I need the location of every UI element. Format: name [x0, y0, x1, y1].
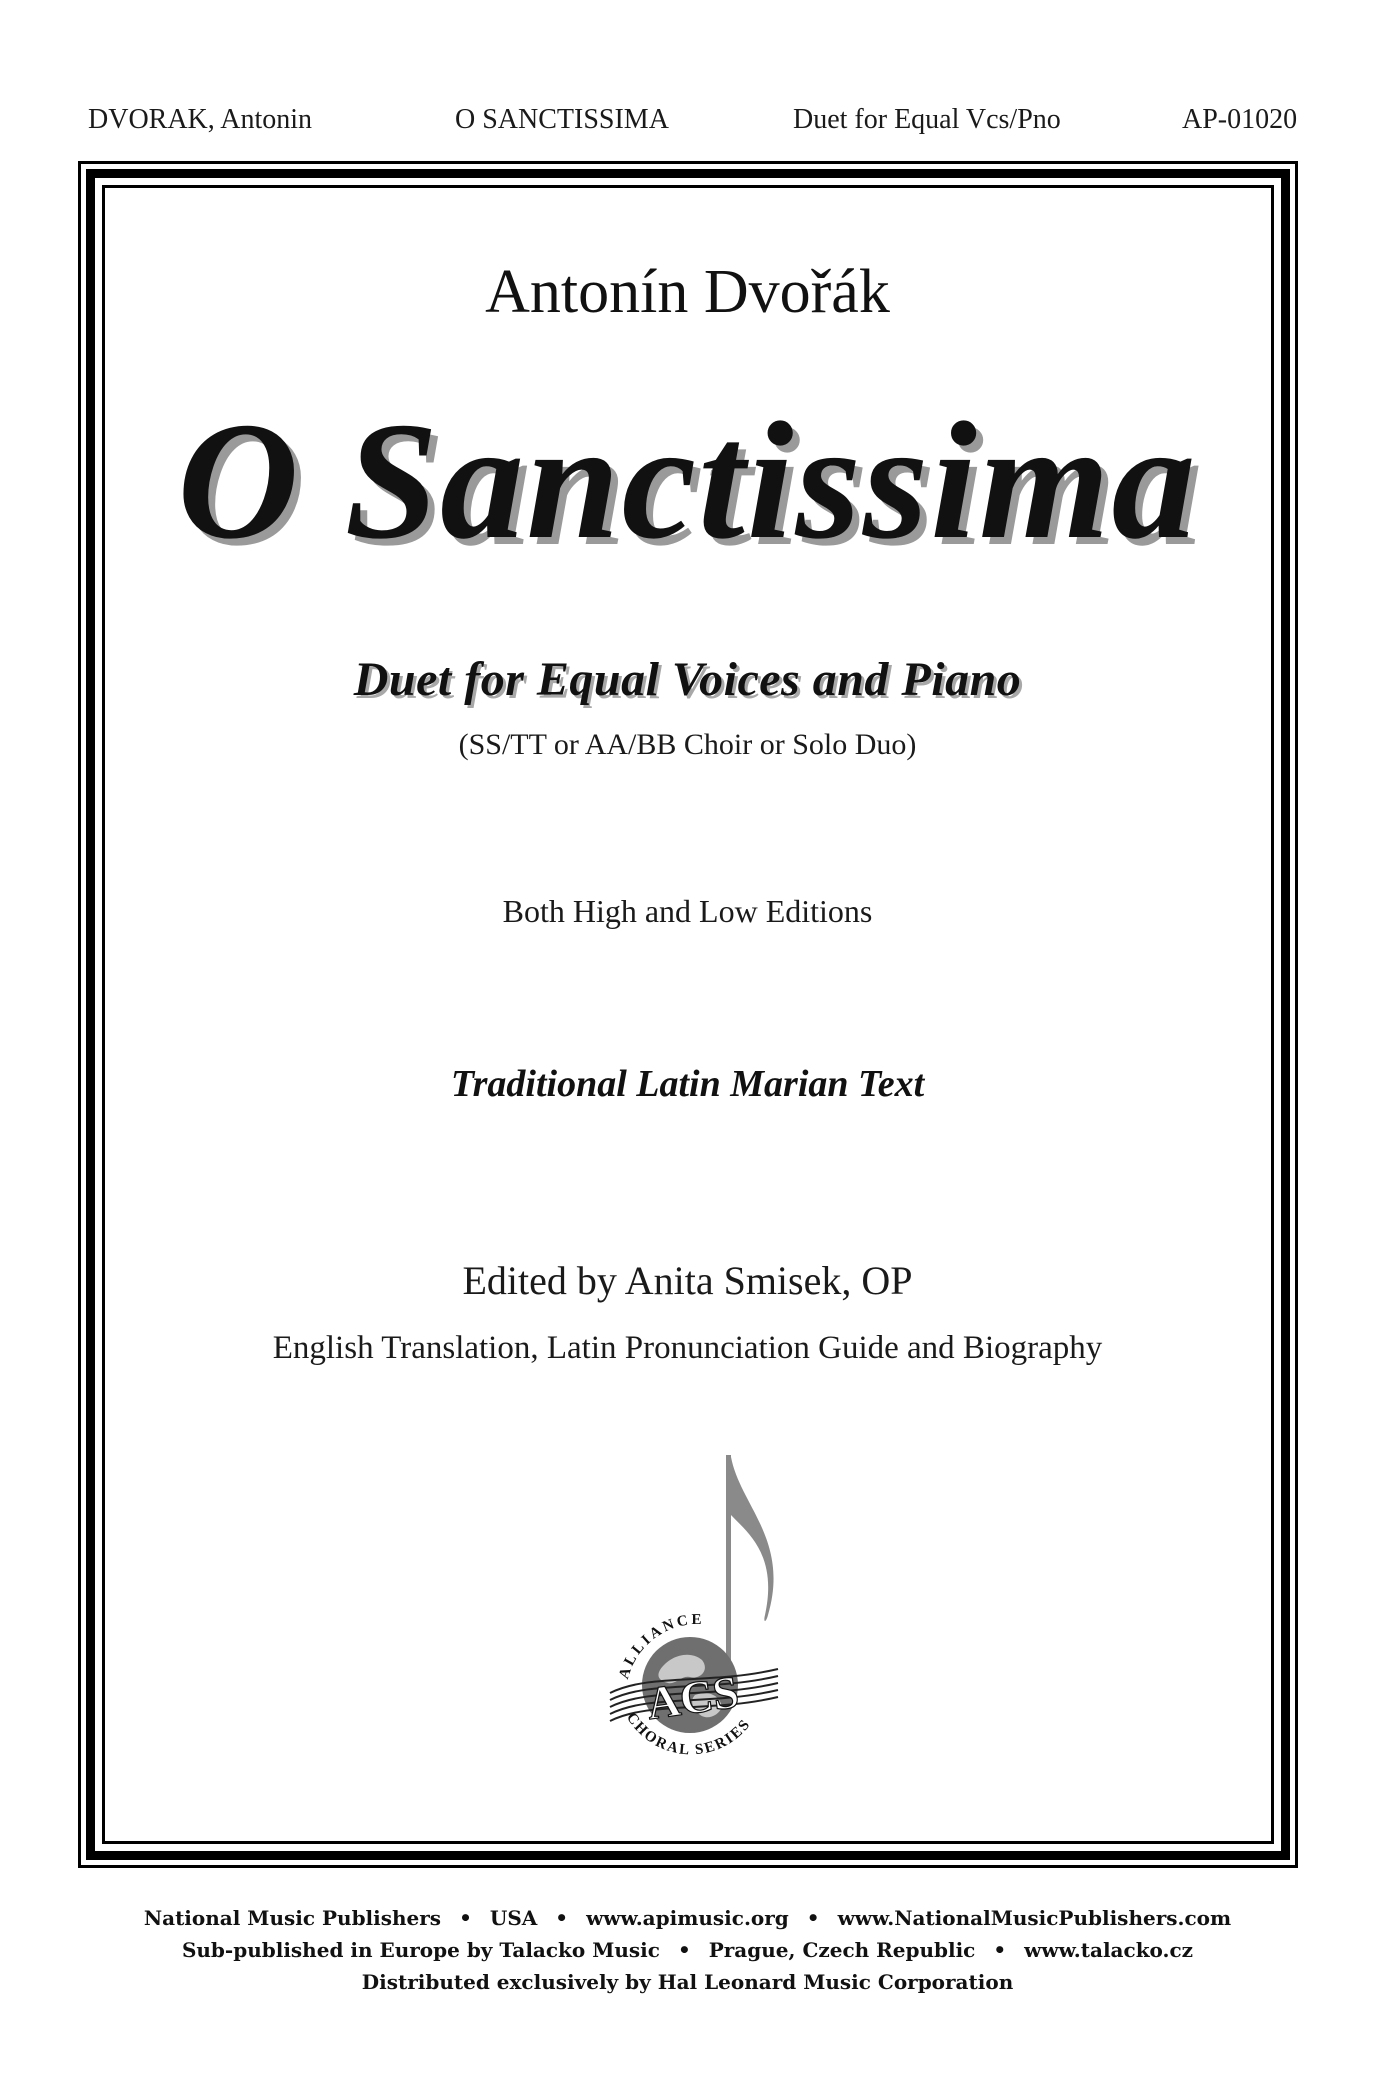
- edition-contents: English Translation, Latin Pronunciation Guide and Biography: [272, 1330, 1103, 1366]
- logo-bottom-arc-text: CHORAL SERIES: [623, 1709, 755, 1759]
- work-subtitle: Duet for Equal Voices and Piano: [353, 653, 1022, 706]
- note-flag: [731, 1457, 774, 1621]
- footer-separator: •: [677, 1938, 691, 1962]
- footer-distributor: Distributed exclusively by Hal Leonard Music Corporation: [361, 1970, 1014, 1994]
- composer-name: Antonín Dvořák: [485, 258, 890, 326]
- logo-top-arc-text: ALLIANCE: [616, 1611, 705, 1682]
- header-scoring: Duet for Equal Vcs/Pno: [793, 104, 1061, 135]
- editions-note: Both High and Low Editions: [502, 893, 873, 929]
- footer-link-talacko[interactable]: www.talacko.cz: [1024, 1938, 1194, 1962]
- footer-separator: •: [806, 1906, 820, 1930]
- footer-location: Prague, Czech Republic: [708, 1938, 976, 1962]
- running-header: [0, 104, 1375, 144]
- header-composer: DVORAK, Antonin: [88, 104, 313, 135]
- footer-subpublisher-line: [0, 1938, 1375, 1962]
- footer-separator: •: [993, 1938, 1007, 1962]
- footer-link-nmp[interactable]: www.NationalMusicPublishers.com: [837, 1906, 1232, 1930]
- work-title: O Sanctissima: [177, 388, 1198, 574]
- alliance-choral-series-logo: [590, 1445, 800, 1775]
- logo-monogram: ACS: [643, 1665, 742, 1730]
- header-catalog-number: AP-01020: [1182, 104, 1298, 135]
- header-title: O SANCTISSIMA: [455, 104, 669, 135]
- footer-separator: •: [459, 1906, 472, 1930]
- footer-country: USA: [489, 1906, 538, 1930]
- footer-publisher: National Music Publishers: [143, 1906, 442, 1930]
- footer-separator: •: [555, 1906, 569, 1930]
- footer-publisher-line: [0, 1906, 1375, 1930]
- editor-credit: Edited by Anita Smisek, OP: [462, 1258, 913, 1303]
- footer-subpublisher: Sub-published in Europe by Talacko Music: [181, 1938, 660, 1962]
- text-source: Traditional Latin Marian Text: [450, 1063, 925, 1105]
- footer-link-apimusic[interactable]: www.apimusic.org: [586, 1906, 789, 1930]
- voicing-note: (SS/TT or AA/BB Choir or Solo Duo): [458, 728, 917, 761]
